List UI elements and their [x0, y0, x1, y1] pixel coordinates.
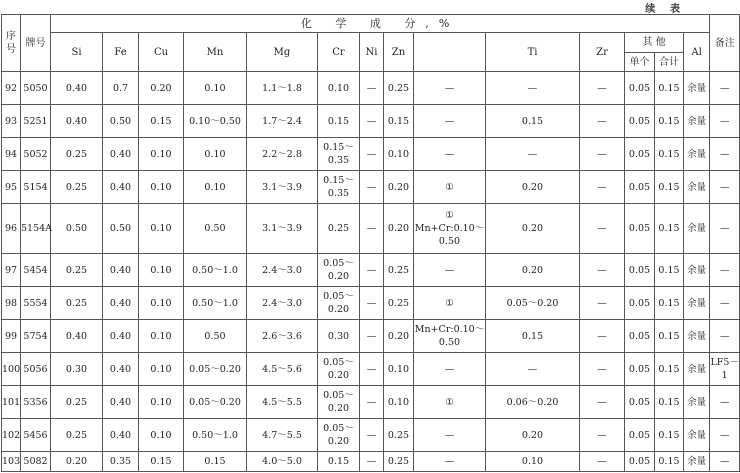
cell-zn: 0.25	[384, 452, 414, 472]
cell-mn: 0.50～1.0	[184, 419, 247, 452]
cell-cu: 0.10	[139, 353, 184, 386]
cell-zr: —	[580, 452, 625, 472]
cell-si: 0.25	[51, 138, 103, 171]
table-row	[2, 287, 740, 320]
cell-extra: —	[414, 138, 486, 171]
cell-remark: —	[710, 287, 740, 320]
cell-mn: 0.10	[184, 72, 247, 105]
cell-grade: 5052	[21, 138, 51, 171]
cell-si: 0.40	[51, 72, 103, 105]
cell-total: 0.15	[655, 254, 684, 287]
cell-cr: 0.25	[318, 204, 360, 254]
remarks-header: 备注	[710, 15, 740, 72]
element-header-cr: Cr	[318, 33, 360, 72]
cell-al: 余量	[684, 419, 710, 452]
cell-mn: 0.50～1.0	[184, 254, 247, 287]
cell-remark: —	[710, 452, 740, 472]
cell-ni: —	[360, 353, 384, 386]
cell-grade: 5056	[21, 353, 51, 386]
cell-ni: —	[360, 287, 384, 320]
cell-mg: 2.4～3.0	[247, 254, 318, 287]
cell-total: 0.15	[655, 105, 684, 138]
cell-al: 余量	[684, 287, 710, 320]
cell-ti: 0.20	[486, 171, 580, 204]
cell-single: 0.05	[625, 254, 655, 287]
cell-zn: 0.25	[384, 287, 414, 320]
cell-mg: 1.1～1.8	[247, 72, 318, 105]
cell-extra: ①	[414, 287, 486, 320]
cell-ti: 0.10	[486, 452, 580, 472]
cell-mg: 4.7～5.5	[247, 419, 318, 452]
cell-ni: —	[360, 72, 384, 105]
cell-remark: —	[710, 138, 740, 171]
cell-fe: 0.40	[103, 287, 139, 320]
cell-zn: 0.25	[384, 419, 414, 452]
table-row	[2, 452, 740, 472]
cell-total: 0.15	[655, 353, 684, 386]
cell-fe: 0.40	[103, 320, 139, 353]
cell-extra: ①	[414, 386, 486, 419]
cell-grade: 5154A	[21, 204, 51, 254]
cell-cr: 0.30	[318, 320, 360, 353]
cell-ni: —	[360, 320, 384, 353]
cell-cu: 0.10	[139, 138, 184, 171]
cell-single: 0.05	[625, 204, 655, 254]
cell-extra: ① Mn+Cr:0.10～ 0.50	[414, 204, 486, 254]
table-row	[2, 171, 740, 204]
cell-remark: —	[710, 105, 740, 138]
cell-zr: —	[580, 386, 625, 419]
cell-al: 余量	[684, 171, 710, 204]
cell-total: 0.15	[655, 452, 684, 472]
cell-mn: 0.05～0.20	[184, 386, 247, 419]
cell-cr: 0.05～ 0.20	[318, 386, 360, 419]
cell-mg: 2.6～3.6	[247, 320, 318, 353]
cell-mn: 0.50	[184, 320, 247, 353]
cell-fe: 0.40	[103, 254, 139, 287]
cell-ti: 0.15	[486, 105, 580, 138]
cell-grade: 5050	[21, 72, 51, 105]
cell-mn: 0.10	[184, 138, 247, 171]
cell-cr: 0.05～ 0.20	[318, 353, 360, 386]
cell-remark: —	[710, 204, 740, 254]
cell-total: 0.15	[655, 204, 684, 254]
other-header: 其 他	[625, 33, 684, 53]
cell-mn: 0.50	[184, 204, 247, 254]
cell-ni: —	[360, 138, 384, 171]
cell-ti: 0.06～0.20	[486, 386, 580, 419]
cell-single: 0.05	[625, 138, 655, 171]
cell-mn: 0.05～0.20	[184, 353, 247, 386]
cell-no: 98	[2, 287, 21, 320]
cell-remark: —	[710, 320, 740, 353]
continued-label: 续 表	[645, 4, 686, 15]
cell-mg: 4.5～5.6	[247, 353, 318, 386]
other-total-header: 合计	[655, 53, 684, 72]
cell-ni: —	[360, 419, 384, 452]
cell-ti: —	[486, 138, 580, 171]
table-row	[2, 419, 740, 452]
cell-remark: —	[710, 386, 740, 419]
cell-zn: 0.10	[384, 138, 414, 171]
cell-cu: 0.15	[139, 105, 184, 138]
table-row	[2, 72, 740, 105]
cell-zr: —	[580, 72, 625, 105]
cell-single: 0.05	[625, 105, 655, 138]
cell-cu: 0.10	[139, 320, 184, 353]
cell-grade: 5454	[21, 254, 51, 287]
cell-no: 94	[2, 138, 21, 171]
cell-si: 0.25	[51, 419, 103, 452]
cell-ni: —	[360, 204, 384, 254]
cell-cr: 0.05～ 0.20	[318, 419, 360, 452]
table-row	[2, 105, 740, 138]
element-header-fe: Fe	[103, 33, 139, 72]
cell-no: 97	[2, 254, 21, 287]
cell-remark: —	[710, 419, 740, 452]
cell-single: 0.05	[625, 419, 655, 452]
cell-total: 0.15	[655, 72, 684, 105]
cell-si: 0.50	[51, 204, 103, 254]
cell-ni: —	[360, 171, 384, 204]
cell-zn: 0.25	[384, 254, 414, 287]
cell-no: 96	[2, 204, 21, 254]
seq-header: 序号	[2, 15, 21, 72]
cell-si: 0.25	[51, 171, 103, 204]
cell-zr: —	[580, 419, 625, 452]
cell-fe: 0.35	[103, 452, 139, 472]
cell-al: 余量	[684, 320, 710, 353]
cell-mg: 2.2～2.8	[247, 138, 318, 171]
cell-ti: 0.20	[486, 419, 580, 452]
table-row	[2, 204, 740, 254]
cell-mn: 0.15	[184, 452, 247, 472]
cell-ni: —	[360, 452, 384, 472]
cell-grade: 5554	[21, 287, 51, 320]
cell-mn: 0.10～0.50	[184, 105, 247, 138]
cell-total: 0.15	[655, 138, 684, 171]
cell-extra: —	[414, 105, 486, 138]
element-header-mn: Mn	[184, 33, 247, 72]
cell-al: 余量	[684, 254, 710, 287]
cell-total: 0.15	[655, 171, 684, 204]
cell-zn: 0.15	[384, 105, 414, 138]
cell-mg: 4.0～5.0	[247, 452, 318, 472]
cell-extra: —	[414, 254, 486, 287]
al-header: Al	[684, 33, 710, 72]
cell-si: 0.25	[51, 287, 103, 320]
cell-cu: 0.10	[139, 171, 184, 204]
cell-no: 93	[2, 105, 21, 138]
cell-al: 余量	[684, 138, 710, 171]
cell-single: 0.05	[625, 320, 655, 353]
cell-al: 余量	[684, 72, 710, 105]
cell-grade: 5356	[21, 386, 51, 419]
cell-zr: —	[580, 138, 625, 171]
cell-no: 92	[2, 72, 21, 105]
cell-single: 0.05	[625, 386, 655, 419]
cell-al: 余量	[684, 105, 710, 138]
grade-header: 牌号	[21, 15, 51, 72]
element-header-zr: Zr	[580, 33, 625, 72]
cell-single: 0.05	[625, 72, 655, 105]
cell-no: 99	[2, 320, 21, 353]
cell-grade: 5082	[21, 452, 51, 472]
cell-no: 103	[2, 452, 21, 472]
cell-extra: —	[414, 72, 486, 105]
cell-fe: 0.40	[103, 419, 139, 452]
cell-single: 0.05	[625, 287, 655, 320]
cell-cr: 0.15～ 0.35	[318, 138, 360, 171]
cell-cu: 0.10	[139, 419, 184, 452]
cell-total: 0.15	[655, 419, 684, 452]
cell-al: 余量	[684, 204, 710, 254]
cell-cr: 0.15	[318, 452, 360, 472]
cell-cu: 0.10	[139, 287, 184, 320]
cell-cu: 0.10	[139, 254, 184, 287]
cell-cr: 0.15～ 0.35	[318, 171, 360, 204]
cell-si: 0.40	[51, 105, 103, 138]
cell-zr: —	[580, 320, 625, 353]
cell-ti: 0.20	[486, 254, 580, 287]
cell-si: 0.25	[51, 254, 103, 287]
cell-zn: 0.10	[384, 386, 414, 419]
cell-cr: 0.15	[318, 105, 360, 138]
cell-extra: Mn+Cr:0.10～ 0.50	[414, 320, 486, 353]
cell-mn: 0.10	[184, 171, 247, 204]
cell-no: 102	[2, 419, 21, 452]
cell-al: 余量	[684, 452, 710, 472]
composition-table	[1, 14, 740, 472]
cell-ni: —	[360, 254, 384, 287]
cell-remark: LF5－1	[710, 353, 740, 386]
cell-fe: 0.40	[103, 353, 139, 386]
cell-remark: —	[710, 171, 740, 204]
cell-mn: 0.50～1.0	[184, 287, 247, 320]
cell-no: 101	[2, 386, 21, 419]
cell-grade: 5456	[21, 419, 51, 452]
cell-remark: —	[710, 254, 740, 287]
cell-cr: 0.05～ 0.20	[318, 254, 360, 287]
cell-al: 余量	[684, 353, 710, 386]
element-header-ni: Ni	[360, 33, 384, 72]
cell-ti: —	[486, 72, 580, 105]
element-header-extra	[414, 33, 486, 72]
cell-total: 0.15	[655, 287, 684, 320]
table-row	[2, 320, 740, 353]
cell-single: 0.05	[625, 353, 655, 386]
cell-remark: —	[710, 72, 740, 105]
cell-zn: 0.20	[384, 320, 414, 353]
cell-ni: —	[360, 105, 384, 138]
cell-si: 0.25	[51, 386, 103, 419]
cell-ti: 0.05～0.20	[486, 287, 580, 320]
table-row	[2, 353, 740, 386]
cell-mg: 4.5～5.5	[247, 386, 318, 419]
cell-grade: 5754	[21, 320, 51, 353]
cell-single: 0.05	[625, 171, 655, 204]
element-header-mg: Mg	[247, 33, 318, 72]
cell-grade: 5154	[21, 171, 51, 204]
cell-ti: 0.20	[486, 204, 580, 254]
cell-fe: 0.40	[103, 386, 139, 419]
cell-fe: 0.50	[103, 204, 139, 254]
cell-mg: 2.4～3.0	[247, 287, 318, 320]
cell-single: 0.05	[625, 452, 655, 472]
cell-grade: 5251	[21, 105, 51, 138]
cell-zn: 0.20	[384, 171, 414, 204]
cell-si: 0.40	[51, 320, 103, 353]
cell-extra: —	[414, 353, 486, 386]
cell-cr: 0.10	[318, 72, 360, 105]
cell-cu: 0.10	[139, 386, 184, 419]
cell-total: 0.15	[655, 386, 684, 419]
cell-al: 余量	[684, 386, 710, 419]
cell-no: 100	[2, 353, 21, 386]
cell-ni: —	[360, 386, 384, 419]
cell-zr: —	[580, 105, 625, 138]
cell-mg: 1.7～2.4	[247, 105, 318, 138]
cell-extra: —	[414, 419, 486, 452]
cell-fe: 0.40	[103, 138, 139, 171]
cell-zn: 0.25	[384, 72, 414, 105]
cell-zn: 0.20	[384, 204, 414, 254]
table-row	[2, 386, 740, 419]
other-single-header: 单个	[625, 53, 655, 72]
cell-zr: —	[580, 353, 625, 386]
cell-si: 0.30	[51, 353, 103, 386]
element-header-cu: Cu	[139, 33, 184, 72]
cell-fe: 0.40	[103, 171, 139, 204]
cell-extra: ①	[414, 171, 486, 204]
cell-cu: 0.15	[139, 452, 184, 472]
table-row	[2, 254, 740, 287]
cell-cr: 0.05～ 0.20	[318, 287, 360, 320]
cell-cu: 0.20	[139, 72, 184, 105]
cell-mg: 3.1～3.9	[247, 204, 318, 254]
cell-extra: —	[414, 452, 486, 472]
cell-no: 95	[2, 171, 21, 204]
cell-zr: —	[580, 204, 625, 254]
cell-total: 0.15	[655, 320, 684, 353]
cell-zr: —	[580, 254, 625, 287]
cell-zn: 0.10	[384, 353, 414, 386]
composition-title: 化 学 成 分,%	[51, 15, 710, 33]
cell-ti: —	[486, 353, 580, 386]
cell-fe: 0.7	[103, 72, 139, 105]
cell-mg: 3.1～3.9	[247, 171, 318, 204]
element-header-ti: Ti	[486, 33, 580, 72]
element-header-zn: Zn	[384, 33, 414, 72]
cell-fe: 0.50	[103, 105, 139, 138]
cell-zr: —	[580, 287, 625, 320]
cell-si: 0.20	[51, 452, 103, 472]
element-header-si: Si	[51, 33, 103, 72]
table-row	[2, 138, 740, 171]
cell-zr: —	[580, 171, 625, 204]
cell-cu: 0.10	[139, 204, 184, 254]
cell-ti: 0.15	[486, 320, 580, 353]
